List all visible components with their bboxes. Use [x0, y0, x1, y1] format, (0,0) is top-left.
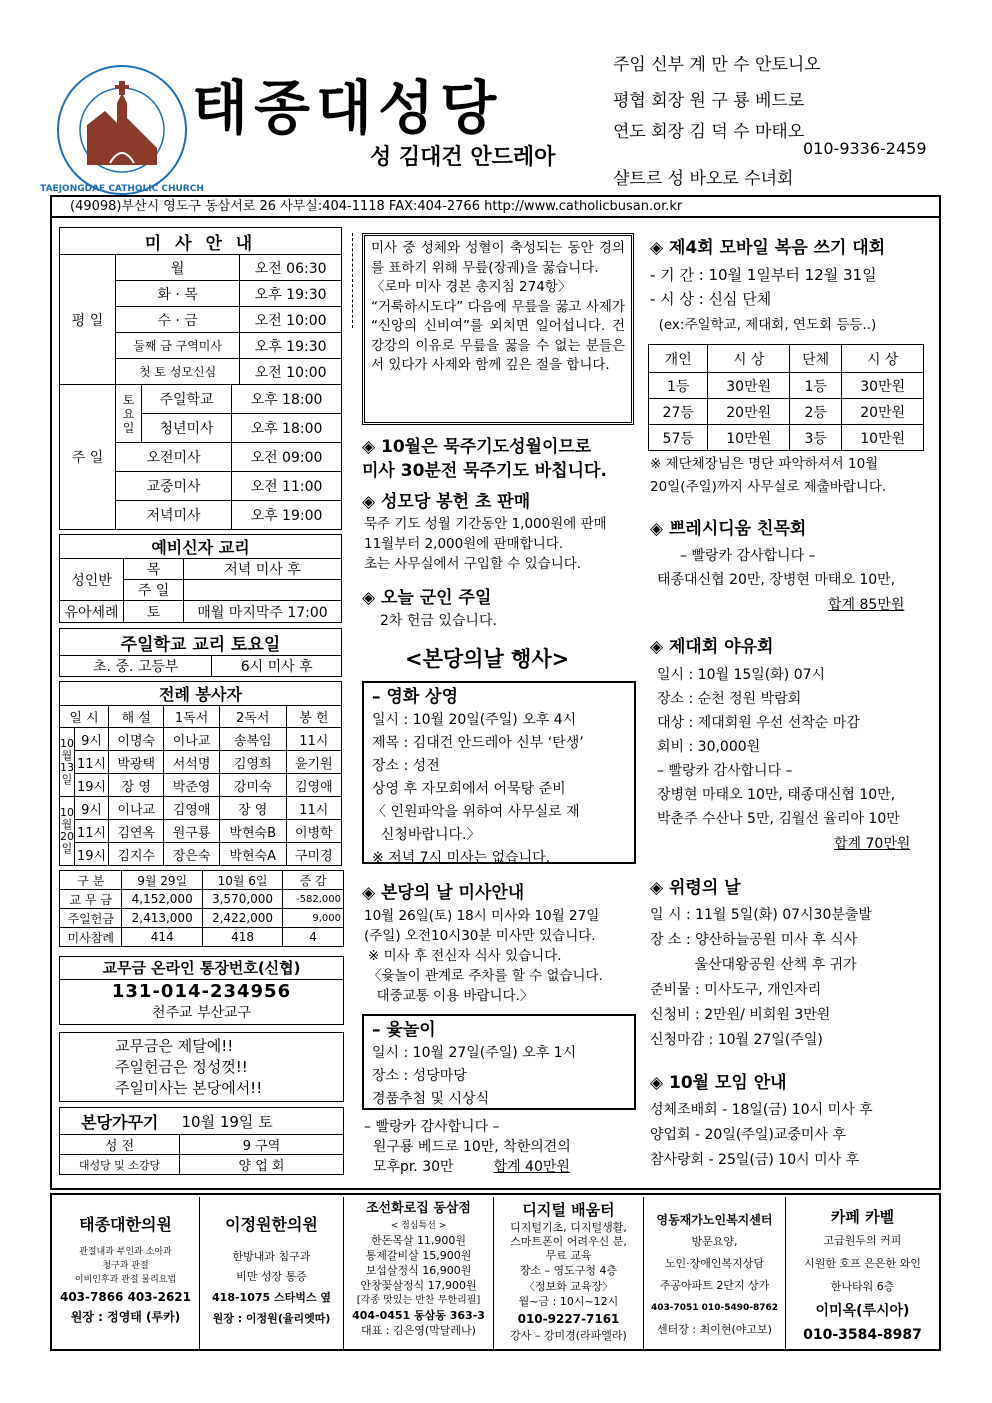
ad-owner: 원장 : 이정원(율리엣따) [212, 1312, 331, 1325]
thanks-line-last [364, 1157, 571, 1177]
server-name: 구미경 [286, 843, 341, 866]
ad-owner: 원장 : 정영태 (루카) [70, 1310, 181, 1324]
time-cell: 9시 [75, 797, 109, 820]
meeting-line: 참사랑회 - 25일(금) 10시 미사 후 [650, 1152, 860, 1168]
military-line: 2차 헌금 있습니다. [380, 613, 497, 629]
fin-cell: 3,570,000 [202, 890, 282, 909]
staff-2: 평협 회장 원 구 룡 베드로 [613, 91, 805, 111]
account-title: 교무금 온라인 통장번호(신협) [60, 957, 343, 980]
col-header: 2독서 [219, 706, 286, 728]
fin-cell: 2,413,000 [122, 909, 202, 928]
presidium-line: – 빨랑카 감사합니다 – [680, 548, 816, 564]
server-name: 장은숙 [164, 843, 219, 866]
rosary-title: ◈ 10월은 묵주기도성월이므로 [362, 437, 592, 457]
ad-name: 디지털 배움터 [522, 1201, 615, 1219]
mass-day: 둘째 금 구역미사 [116, 333, 240, 359]
pd-mass-line: 〈윷놀이 관계로 주차를 할 수 없습니다. [368, 968, 603, 984]
ad-line: 장소 – 영도구청 4층 [519, 1264, 618, 1277]
time-cell: 11시 [75, 820, 109, 843]
time-cell: 9시 [75, 728, 109, 751]
server-name: 김지수 [109, 843, 164, 866]
ad-line: 스마트폰이 어려우신 분, [510, 1235, 627, 1248]
mass-schedule [59, 227, 342, 530]
prize-cell: 1등 [789, 373, 841, 399]
server-name: 이나교 [109, 797, 164, 820]
cat-time: 저녁 미사 후 [184, 559, 342, 580]
server-name: 장 영 [219, 797, 286, 820]
presidium-title: ◈ 쁘레시디움 친목회 [650, 519, 807, 539]
memorial-line: 장 소 : 양산하늘공원 미사 후 식사 [650, 932, 858, 948]
time-cell: 19시 [75, 774, 109, 797]
ad-line: 주공아파트 2단지 상가 [659, 1279, 770, 1292]
date-cell: 10월13일 [60, 728, 75, 797]
memorial-line: 울산대왕공원 산책 후 귀가 [650, 957, 857, 973]
prize-cell: 57등 [649, 425, 708, 451]
server-name: 박현숙A [219, 843, 286, 866]
col-header: 봉 헌 [286, 706, 341, 728]
ad-line: 안창꽃살정식 17,900원 [360, 1279, 477, 1292]
yut-line: 일시 : 10월 27일(주일) 오후 1시 [372, 1045, 577, 1061]
decor-group: 양 업 회 [180, 1155, 344, 1175]
altar-line: 장소 : 순천 정원 박람회 [657, 691, 802, 707]
decor-place: 대성당 및 소강당 [60, 1155, 180, 1175]
ad-1 [52, 1197, 200, 1350]
server-name: 박현숙B [219, 820, 286, 843]
ad-line: 월~금 : 10시~12시 [518, 1295, 619, 1308]
ad-tel: 이미옥(루시아) [815, 1303, 910, 1319]
presidium-line: 태종대신협 20만, 장병현 마태오 10만, [657, 572, 896, 588]
col-header: 일 시 [60, 706, 109, 728]
patron-saint: 성 김대건 안드레아 [370, 145, 556, 170]
ad-line: 이비인후과 관절 물리요법 [74, 1275, 177, 1285]
mass-day: 월 [116, 255, 240, 281]
server-name: 서석명 [164, 751, 219, 774]
altar-total: 합계 70만원 [834, 836, 911, 852]
altar-line: 장병현 마태오 10만, 태종대신협 10만, [657, 787, 896, 803]
ad-line: 보섭살정식 16,900원 [365, 1264, 472, 1277]
catechism [59, 534, 342, 623]
altar-line: – 빨랑카 감사합니다 – [657, 763, 793, 779]
server-name: 윤기원 [286, 751, 341, 774]
slogan-line: 주일미사는 본당에서!! [115, 1079, 263, 1097]
mass-day: 화 · 목 [116, 281, 240, 307]
ad-line: 한돈목살 11,900원 [370, 1234, 467, 1247]
meeting-line: 양업회 - 20일(주일)교중미사 후 [650, 1127, 846, 1143]
liturgy-servers [59, 681, 342, 866]
staff-4: 샬트르 성 바오로 수녀회 [613, 169, 794, 189]
ad-line: 통제갈비살 15,900원 [365, 1249, 472, 1262]
server-name: 11시 [286, 797, 341, 820]
mass-time: 오전 10:00 [240, 359, 342, 385]
ad-line: 청구과 관절 [102, 1261, 149, 1271]
contest-title: ◈ 제4회 모바일 복음 쓰기 대회 [650, 238, 886, 258]
movie-line: 일시 : 10월 20일(주일) 오후 4시 [372, 712, 577, 728]
ad-line: 비만 성장 통증 [236, 1270, 307, 1283]
ad-name: 카페 카벨 [830, 1208, 895, 1226]
memorial-line: 준비물 : 미사도구, 개인자리 [650, 982, 822, 998]
pd-mass-title: ◈ 본당의 날 미사안내 [362, 883, 525, 903]
movie-line: 제목 : 김대건 안드레아 신부 ‘탄생’ [372, 735, 584, 751]
yut-box [362, 1014, 636, 1110]
mass-title: 미 사 안 내 [60, 228, 342, 255]
ad-line: 디지털기초, 디지털생활, [510, 1221, 627, 1234]
decor-place: 성 전 [60, 1135, 180, 1155]
mass-time: 오후 18:00 [232, 414, 342, 443]
fin-cell: 미사참례 [60, 928, 122, 947]
prize-header: 개인 [649, 345, 708, 373]
sunday-school [59, 628, 342, 677]
slogan-line: 교무금은 제달에!! [115, 1037, 234, 1055]
contest-line: - 기 간 : 10월 1일부터 12월 31일 [650, 266, 877, 284]
fin-cell: 9,000 [283, 909, 344, 928]
server-name: 김영애 [286, 774, 341, 797]
adult-label: 성인반 [60, 559, 124, 601]
weekday-label: 평 일 [60, 255, 116, 385]
cat-time: 매월 마지막주 17:00 [184, 601, 342, 623]
prize-header: 시 상 [842, 345, 924, 373]
memorial-line: 일 시 : 11월 5일(화) 07시30분출발 [650, 907, 872, 923]
server-name: 송복임 [219, 728, 286, 751]
mass-day: 청년미사 [142, 414, 232, 443]
server-name: 김영희 [219, 751, 286, 774]
church-title: 태종대성당 [192, 74, 503, 142]
time-cell: 11시 [75, 751, 109, 774]
meeting-line: 성체조배회 - 18일(금) 10시 미사 후 [650, 1102, 873, 1118]
prize-cell: 27등 [649, 399, 708, 425]
catechism-title: 예비신자 교리 [60, 535, 342, 559]
prize-cell: 20만원 [708, 399, 790, 425]
movie-title: – 영화 상영 [372, 687, 459, 707]
candle-line: 묵주 기도 성월 기간동안 1,000원에 판매 [364, 516, 607, 532]
server-name: 이명숙 [109, 728, 164, 751]
pd-mass-line: (주일) 오전10시30분 미사만 있습니다. [364, 928, 596, 944]
pd-mass-line: 대중교통 이용 바랍니다.〉 [368, 988, 534, 1004]
meetings-body [650, 1098, 873, 1173]
thanks-line: 원구룡 베드로 10만, 착한의견의 [364, 1139, 571, 1155]
ad-line: 관절내과 부인과 소아과 [79, 1247, 172, 1257]
mass-day: 저녁미사 [116, 501, 232, 530]
ad-tel: 404-0451 동삼동 363-3 [352, 1309, 485, 1322]
altar-title: ◈ 제대회 야유회 [650, 637, 774, 657]
memorial-line: 신청마감 : 10월 27일(주일) [650, 1032, 823, 1048]
memorial-body [650, 903, 872, 1053]
rosary-line: 미사 30분전 묵주기도 바칩니다. [362, 461, 607, 481]
mass-time: 오후 19:00 [232, 501, 342, 530]
mass-day: 수 · 금 [116, 307, 240, 333]
parish-day-title: <본당의날 행사> [405, 647, 570, 671]
fin-header: 구 분 [60, 871, 122, 890]
candle-line: 초는 사무실에서 구입할 수 있습니다. [364, 556, 582, 572]
yut-line: 경품추첨 및 시상식 [372, 1091, 490, 1107]
ad-4 [494, 1197, 644, 1350]
altar-line: 일시 : 10월 15일(화) 07시 [657, 667, 826, 683]
altar-line: 회비 : 30,000원 [657, 739, 761, 755]
thanks-total: 합계 40만원 [493, 1159, 570, 1175]
server-name: 이병학 [286, 820, 341, 843]
ad-line: 시원한 호프 은은한 와인 [804, 1257, 921, 1270]
server-name: 장 영 [109, 774, 164, 797]
server-name: 김영애 [164, 797, 219, 820]
cat-day: 주 일 [124, 580, 184, 601]
ad-line: 〈정보화 교육장〉 [523, 1280, 614, 1293]
prize-cell: 10만원 [842, 425, 924, 451]
ad-owner: 대표 : 김은영(막달레나) [361, 1324, 476, 1337]
prize-cell: 2등 [789, 399, 841, 425]
ad-owner: 강사 – 강미경(라파엘라) [510, 1329, 627, 1342]
address-bar [50, 195, 941, 218]
account-number: 131-014-234956 [111, 981, 292, 1002]
ad-line: [각종 맛있는 반찬 무한리필] [356, 1295, 481, 1306]
ad-3 [344, 1197, 494, 1350]
prize-cell: 3등 [789, 425, 841, 451]
prize-table [648, 344, 924, 451]
decor-group: 9 구역 [180, 1135, 344, 1155]
meetings-title: ◈ 10월 모임 안내 [650, 1073, 787, 1093]
mass-time: 오후 19:30 [240, 281, 342, 307]
ad-owner: 010-3584-8987 [803, 1327, 922, 1343]
fin-cell: 4 [283, 928, 344, 947]
contest-line: - 시 상 : 신심 단체 [650, 290, 772, 308]
prize-header: 시 상 [708, 345, 790, 373]
server-name: 박준영 [164, 774, 219, 797]
sunday-label: 주 일 [60, 385, 116, 530]
prize-cell: 30만원 [708, 373, 790, 399]
mass-time: 오전 09:00 [232, 443, 342, 472]
thanks-line: – 빨랑카 감사합니다 – [364, 1119, 500, 1135]
fin-cell: 4,152,000 [122, 890, 202, 909]
memorial-title: ◈ 위령의 날 [650, 878, 741, 898]
candle-title: ◈ 성모당 봉헌 초 판매 [362, 492, 531, 512]
server-name: 11시 [286, 728, 341, 751]
mass-time: 오후 19:30 [240, 333, 342, 359]
staff-1: 주임 신부 계 만 수 안토니오 [613, 55, 821, 75]
altar-line: 박춘주 수산나 5만, 김월선 율리아 10만 [657, 811, 900, 827]
ad-line: 한방내과 침구과 [232, 1250, 311, 1263]
yut-title: – 윷놀이 [372, 1020, 436, 1040]
ad-name: 영동재가노인복지센터 [656, 1213, 773, 1227]
server-name: 박광택 [109, 751, 164, 774]
staff-3: 연도 회장 김 덕 수 마태오 [613, 122, 805, 142]
ad-line: 한나타워 6층 [830, 1280, 895, 1293]
ad-5 [644, 1197, 786, 1350]
col-header: 해 설 [109, 706, 164, 728]
movie-line: 상영 후 자모회에서 어묵탕 준비 [372, 781, 566, 797]
cat-day: 토 [124, 601, 184, 623]
staff-phone: 010-9336-2459 [803, 139, 927, 158]
prize-cell: 30만원 [842, 373, 924, 399]
mass-day: 첫 토 성모신심 [116, 359, 240, 385]
movie-line: 장소 : 성전 [372, 758, 440, 774]
date-cell: 10월20일 [60, 797, 75, 866]
account-box [59, 956, 344, 1025]
address-text: (49098)부산시 영도구 동삼서로 26 사무실:404-1118 FAX:404-2766 http://www.catholicbusan.or.kr [70, 199, 683, 214]
ad-line: 방문요양, [691, 1235, 738, 1248]
pd-mass-body [364, 906, 603, 1006]
fin-header: 증 감 [283, 871, 344, 890]
slogan-box [59, 1032, 344, 1102]
server-name: 원구룡 [164, 820, 219, 843]
svg-text:TAEJONGDAE CATHOLIC CHURCH: TAEJONGDAE CATHOLIC CHURCH [40, 184, 204, 194]
prize-cell: 20만원 [842, 399, 924, 425]
contest-note: ※ 제단체장님은 명단 파악하셔서 10월 [650, 456, 879, 472]
time-cell: 19시 [75, 843, 109, 866]
prize-header: 단체 [789, 345, 841, 373]
mass-time: 오전 06:30 [240, 255, 342, 281]
memorial-line: 신청비 : 2만원/ 비회원 3만원 [650, 1007, 831, 1023]
mass-day: 교중미사 [116, 472, 232, 501]
ss-when: 6시 미사 후 [212, 656, 342, 677]
decor-table [59, 1107, 344, 1175]
ad-name: 조선화로집 동삼점 [366, 1201, 471, 1216]
movie-box [362, 681, 636, 864]
decor-date: 10월 19일 토 [180, 1108, 344, 1135]
prize-cell: 1등 [649, 373, 708, 399]
ad-tel: 418-1075 스타벅스 옆 [212, 1291, 331, 1304]
ad-tel: 403-7866 403-2621 [59, 1290, 192, 1304]
presidium-total: 합계 85만원 [828, 597, 905, 613]
movie-line: ※ 저녁 7시 미사는 없습니다. [372, 850, 551, 866]
ad-line: 고급원두의 커피 [823, 1234, 902, 1247]
ad-tel: 010-9227-7161 [517, 1312, 620, 1326]
yut-line: 장소 : 성당마당 [372, 1068, 467, 1084]
infant-label: 유아세례 [60, 601, 124, 623]
prize-cell: 10만원 [708, 425, 790, 451]
movie-line: 신청바랍니다.〉 [372, 827, 481, 843]
mass-day: 주일학교 [142, 385, 232, 414]
decor-title: 본당가꾸기 [60, 1108, 180, 1135]
mass-time: 오전 11:00 [232, 472, 342, 501]
mass-time: 오후 18:00 [232, 385, 342, 414]
mass-time: 오전 10:00 [240, 307, 342, 333]
servers-title: 전례 봉사자 [60, 682, 342, 706]
col-header: 1독서 [164, 706, 219, 728]
pd-mass-line: ※ 미사 후 전신자 식사 있습니다. [368, 948, 562, 964]
ad-2 [200, 1197, 344, 1350]
ad-line: < 점심특선 > [390, 1221, 447, 1231]
cat-day: 목 [124, 559, 184, 580]
ad-line: 노인·장애인복지상담 [664, 1257, 765, 1270]
contest-line: (ex:주일학교, 제대회, 연도회 등등..) [650, 317, 877, 333]
ad-owner: 센터장 : 최이현(야고보) [657, 1323, 772, 1336]
account-owner: 천주교 부산교구 [151, 1005, 252, 1021]
thanks-line: 모후pr. 30만 [364, 1159, 454, 1175]
ad-name: 이정원한의원 [225, 1215, 318, 1234]
ad-name: 태종대한의원 [79, 1215, 172, 1234]
fin-cell: 2,422,000 [202, 909, 282, 928]
pd-mass-line: 10월 26일(토) 18시 미사와 10월 27일 [364, 908, 600, 924]
fin-header: 10월 6일 [202, 871, 282, 890]
kneeling-notice: 미사 중 성체와 성혈이 축성되는 동안 경의를 표하기 위해 무릎(장궤)을 꿇습니다. 〈로마 미사 경본 총지침 274항〉 “거룩하시도다” 다음에 무릎을 꿇고 사제가 “신앙의 신비여”를 외치면 일어섭니다. 건강강의 이유로 무릎을 꿇을 수 없는 분들은 서 있다가 사제와 함께 깊은 절을 합니다. [362, 233, 634, 425]
mass-day: 오전미사 [116, 443, 232, 472]
military-title: ◈ 오늘 군인 주일 [362, 588, 492, 608]
server-name: 이나교 [164, 728, 219, 751]
logo [40, 63, 204, 198]
fin-cell: 주일헌금 [60, 909, 122, 928]
altar-line: 대상 : 제대회원 우선 선착순 마감 [657, 715, 860, 731]
ss-who: 초. 중. 고등부 [60, 656, 212, 677]
ad-6 [786, 1197, 939, 1350]
candle-line: 11월부터 2,000원에 판매합니다. [364, 536, 564, 552]
server-name: 김연옥 [109, 820, 164, 843]
slogan-line: 주일헌금은 정성껏!! [115, 1058, 248, 1076]
fin-cell: 418 [202, 928, 282, 947]
ad-line: 무료 교육 [545, 1249, 592, 1262]
contest-note: 20일(주일)까지 사무실로 제출바랍니다. [650, 479, 887, 495]
fin-header: 9월 29일 [122, 871, 202, 890]
finance-table [59, 870, 344, 947]
fin-cell: 414 [122, 928, 202, 947]
movie-line: 〈 인원파악을 위하여 사무실로 재 [372, 804, 580, 820]
pd-thanks [364, 1117, 571, 1177]
ss-title: 주일학교 교리 토요일 [60, 629, 342, 656]
ad-tel: 403-7051 010-5490-8762 [650, 1303, 779, 1313]
fin-cell: -582,000 [283, 890, 344, 909]
altar-body [657, 663, 900, 831]
saturday-label: 토요일 [116, 385, 142, 443]
fin-cell: 교 무 금 [60, 890, 122, 909]
server-name: 강미숙 [219, 774, 286, 797]
